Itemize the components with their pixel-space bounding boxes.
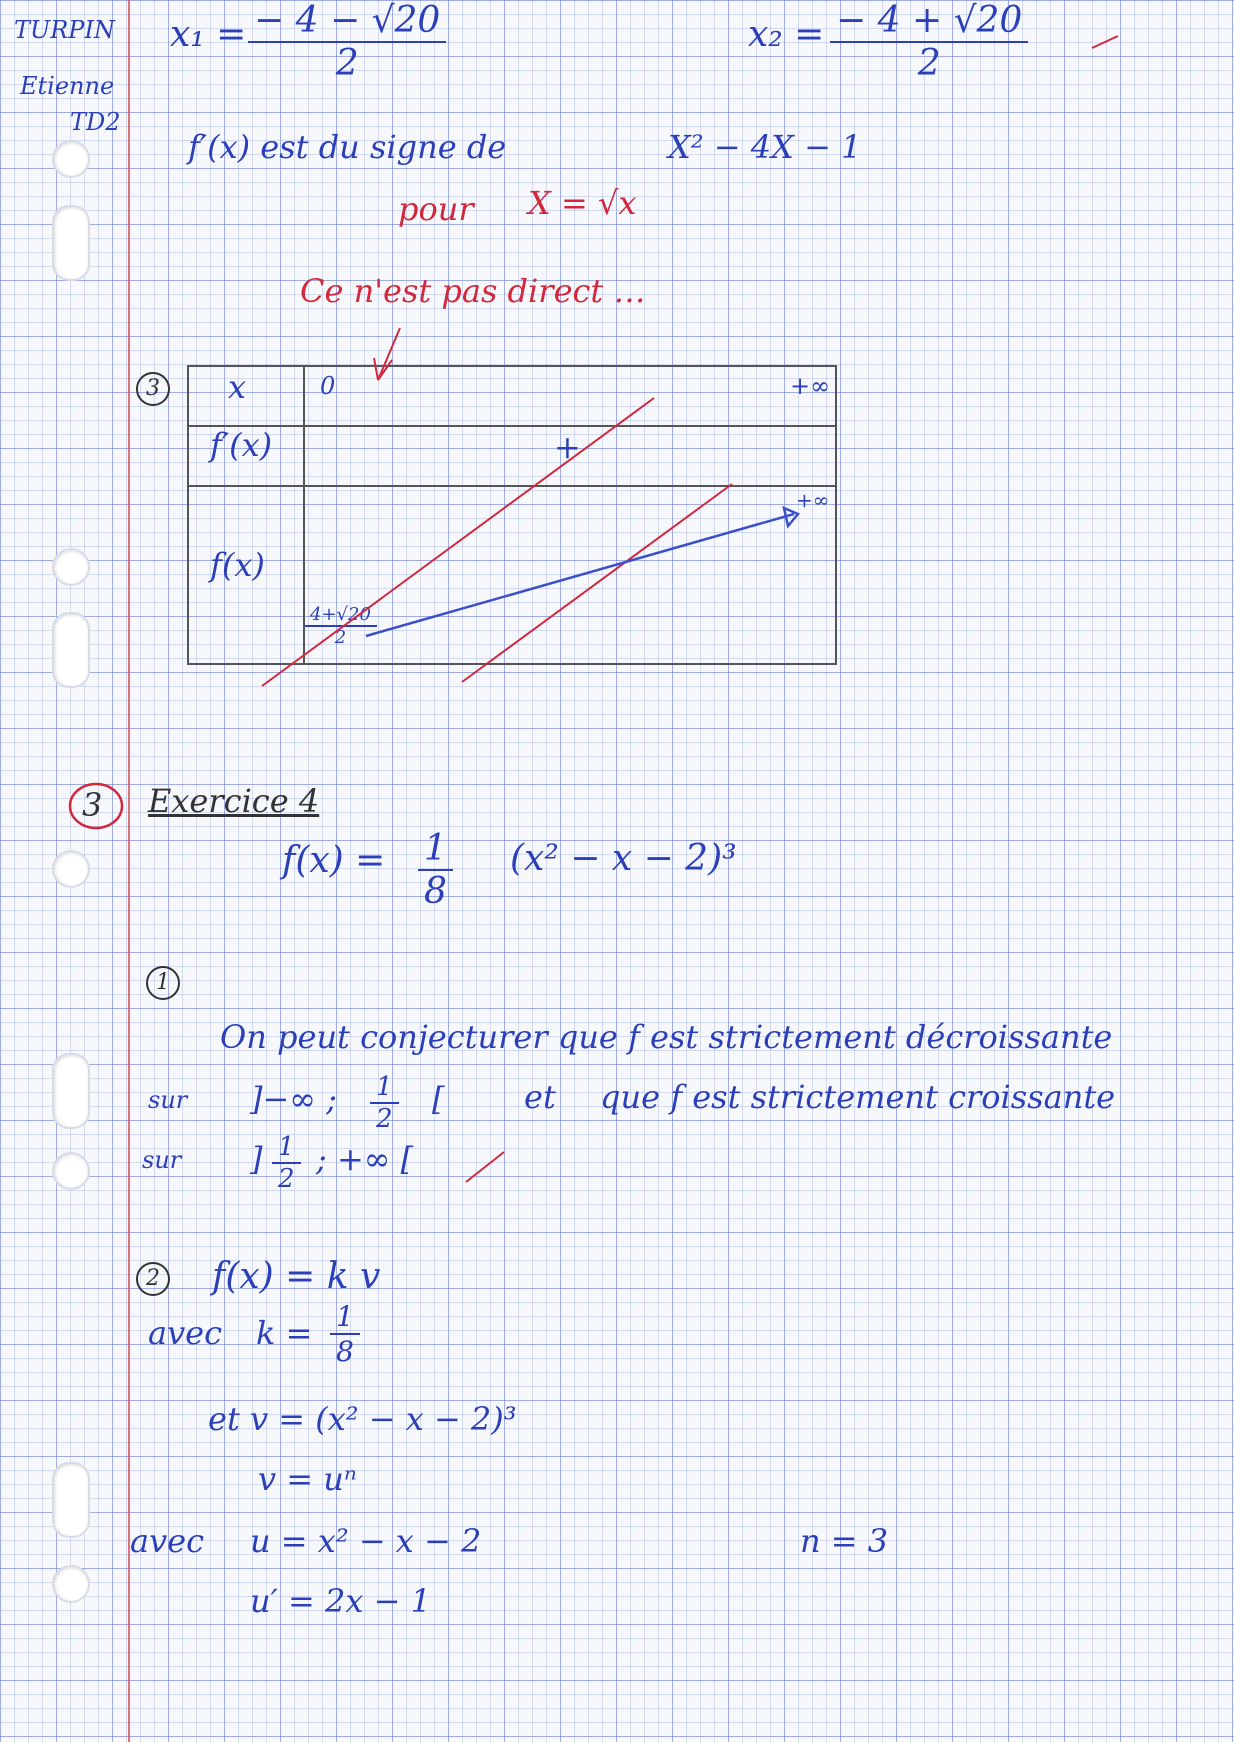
arrow-head [784,508,798,526]
root-x2-label: x₂ = [748,14,825,55]
increasing-arrow-line [366,514,794,636]
q1-interval2-num: 1 [272,1132,301,1164]
function-coefficient [418,828,453,912]
root-x2-numerator: − 4 + √20 [830,0,1028,43]
table-x-end: +∞ [790,372,831,400]
q1-interval1-den: 2 [376,1104,393,1134]
red-strike-line [462,484,732,682]
q2-k-fraction [330,1300,360,1368]
q2-k-den: 8 [336,1335,354,1368]
variation-arrow [366,508,798,636]
check-mark [466,1152,504,1182]
sign-expression: X² − 4X − 1 [668,128,862,166]
q1-interval2-left: ] [250,1140,263,1178]
table-f-end: +∞ [796,488,830,512]
function-coef-num: 1 [418,828,453,871]
table-sign-plus: + [554,428,581,466]
correction-substitution: X = √x [528,184,637,222]
student-group: TD2 [70,108,121,136]
q1-interval2-right: ; +∞ [ [316,1140,414,1178]
student-name: TURPIN [14,16,115,44]
table-x-start: 0 [320,372,336,400]
q1-et: et [524,1078,556,1116]
q1-interval1-half [370,1072,399,1134]
q2-line-uprime: u′ = 2x − 1 [250,1582,431,1620]
q1-interval2-den: 2 [278,1164,295,1194]
function-coef-den: 8 [424,871,447,912]
q1-interval1-num: 1 [370,1072,399,1104]
q2-line-u: u = x² − x − 2 [250,1522,482,1560]
teacher-comment: Ce n'est pas direct … [300,272,646,310]
red-arrow [374,328,400,380]
exercise-title: Exercice 4 [148,782,320,820]
q2-k-num: 1 [330,1300,360,1335]
student-first-name: Etienne [20,72,115,100]
sign-text: f′(x) est du signe de [188,128,507,166]
q2-avec2: avec [130,1522,205,1560]
q1-number: 1 [146,966,180,1000]
q1-interval1-right: [ [432,1080,445,1118]
q2-k-label: k = [256,1314,313,1352]
q1-line1: On peut conjecturer que f est strictement décroissante [220,1018,1113,1056]
table-row-f-label: f(x) [210,546,265,584]
q2-line1: f(x) = k v [212,1256,381,1297]
root-x1-numerator: − 4 − √20 [248,0,446,43]
variation-table-grid [188,366,836,664]
q1-sur2: sur [142,1146,182,1174]
function-label: f(x) = [282,840,386,881]
q2-line-v2: v = uⁿ [258,1460,357,1498]
check-mark [1092,36,1118,48]
table-f-start-den: 2 [334,627,347,648]
q1-sur1: sur [148,1086,188,1114]
table-row-x-label: x [228,368,247,406]
q1-interval2-half [272,1132,301,1194]
function-body: (x² − x − 2)³ [510,838,737,879]
root-x1-label: x₁ = [170,14,247,55]
q2-n-value: n = 3 [800,1522,889,1560]
table-row-fprime-label: f′(x) [210,426,273,464]
table-f-start-num: 4+√20 [304,604,377,627]
root-x2-denominator: 2 [917,43,941,84]
red-strike-line [262,398,654,686]
q2-line-v: et v = (x² − x − 2)³ [208,1400,517,1438]
correction-pour: pour [398,190,474,228]
root-x1-denominator: 2 [335,43,359,84]
q2-number: 2 [136,1262,170,1296]
exercise-score: 3 [82,786,103,824]
question-3-number: 3 [136,372,170,406]
q1-interval1-left: ]−∞ ; [250,1080,337,1118]
table-border [188,366,836,664]
red-correction-marks [262,36,1118,1182]
q2-avec1: avec [148,1314,223,1352]
q1-line2: que f est strictement croissante [600,1078,1116,1116]
